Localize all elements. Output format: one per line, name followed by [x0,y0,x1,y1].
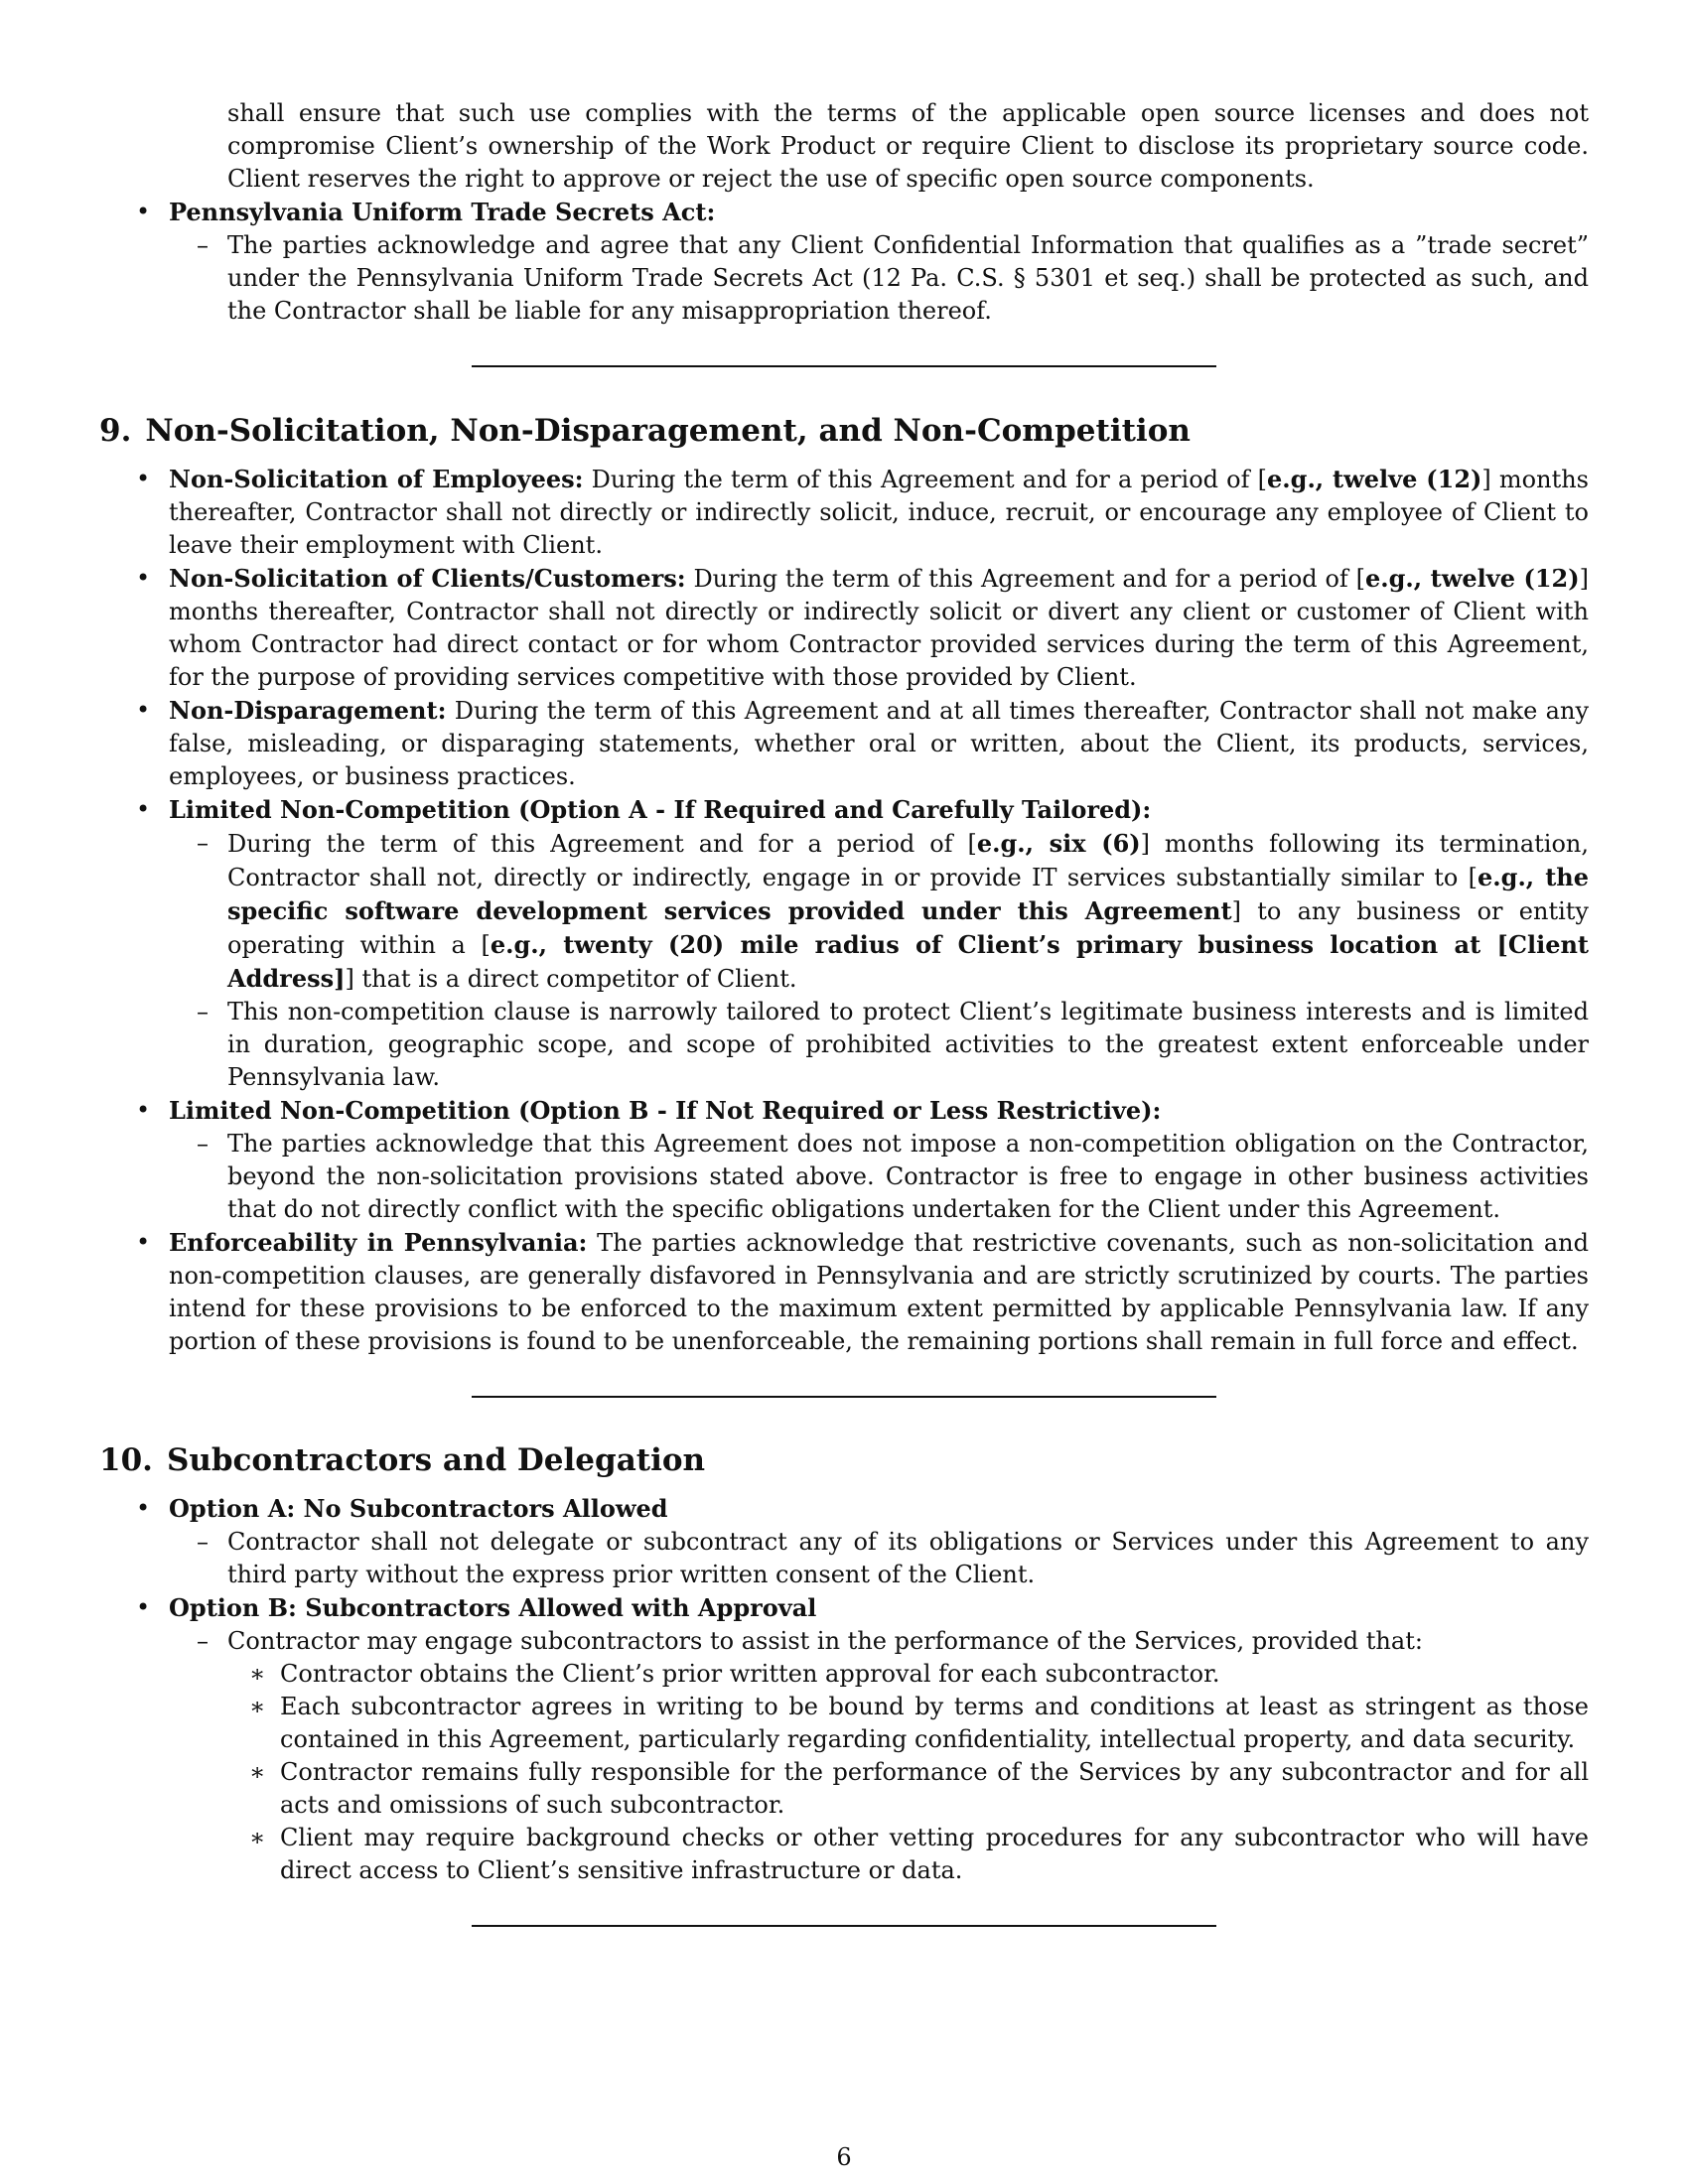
sub-list-item: – The parties acknowledge that this Agreement does not impose a non-competition obligation on the Contractor, beyond the non-solicitation provisions stated above. Contractor is free to engage in other business activities that do not directly conflict with the specific obligations undertaken for the Client under this Agreement. [169,1128,1589,1226]
list-item-option-a-non-competition: • Limited Non-Competition (Option A - If Required and Carefully Tailored): – During the term of this Agreement and for a period of [e.g., six (6)] months following its termination, Contractor shall not, directly or indirectly, engage in or provide IT services substantially similar to [e.g., the specific software development services provided under this Agreement] to any business or entity operating within a [e.g., twenty (20) mile radius of Client’s primary business location at [Client Address]] that is a direct competitor of Client. – This non-competition clause is narrowly tailored to protect Client’s legitimate business interests and is limited in duration, geographic scope, and scope of prohibited activities to the greatest extent enforceable under Pennsylvania law. [99,793,1589,1094]
intro-paragraph: shall ensure that such use complies with the terms of the applicable open source licenses and does not compromise Client’s ownership of the Work Product or require Client to disclose its proprietary source code. Client reserves the right to approve or reject the use of specific open source components. [227,99,1589,193]
sub-sub-list-item: ∗ Contractor obtains the Client’s prior written approval for each subcontractor. [227,1658,1589,1691]
section-heading-10: 10. Subcontractors and Delegation [99,1442,706,1478]
section-10-list [99,1492,1589,1887]
section-heading-9: 9. Non-Solicitation, Non-Disparagement, and Non-Competition [99,413,1191,449]
sub-sub-list-item: ∗ Contractor remains fully responsible for the performance of the Services by any subcontractor and for all acts and omissions of such subcontractor. [227,1756,1589,1822]
sub-sub-list-item: ∗ Client may require background checks or other vetting procedures for any subcontractor who will have direct access to Client’s sensitive infrastructure or data. [227,1822,1589,1887]
item-title: Pennsylvania Uniform Trade Secrets Act: [169,198,716,226]
sub-list-item: – Contractor shall not delegate or subcontract any of its obligations or Services under this Agreement to any third party without the express prior written consent of the Client. [169,1526,1589,1591]
horizontal-rule [472,1396,1216,1398]
list-item-trade-secrets [99,196,1589,328]
section-9-list [99,463,1589,1358]
list-item-option-b-subcontractors: • Option B: Subcontractors Allowed with Approval – Contractor may engage subcontractors to assist in the performance of the Services, provided that: ∗ Contractor obtains the Client’s prior written approval for each subcontractor. ∗ Each subcontractor agrees in writing to be bound by terms and conditions at least as stringent as those contained in this Agreement, particularly regarding confidentiality, intellectual property, and data security. ∗ Contractor remains fully responsible for the performance of the Services by any subcontractor and for all acts and omissions of such subcontractor. ∗ Client may require background checks or other vetting procedures for any subcontractor who will have direct access to Client’s sensitive infrastructure or data. [99,1591,1589,1887]
page-content [99,97,1589,1927]
sub-sub-list-item: ∗ Each subcontractor agrees in writing to be bound by terms and conditions at least as stringent as those contained in this Agreement, particularly regarding confidentiality, intellectual property, and data security. [227,1691,1589,1756]
sub-list-item: – During the term of this Agreement and for a period of [e.g., six (6)] months following its termination, Contractor shall not, directly or indirectly, engage in or provide IT services substantially similar to [e.g., the specific software development services provided under this Agreement] to any business or entity operating within a [e.g., twenty (20) mile radius of Client’s primary business location at [Client Address]] that is a direct competitor of Client. [169,827,1589,996]
intro-list [99,196,1589,328]
sub-list-item: – Contractor may engage subcontractors to assist in the performance of the Services, provided that: ∗ Contractor obtains the Client’s prior written approval for each subcontractor. ∗ Each subcontractor agrees in writing to be bound by terms and conditions at least as stringent as those contained in this Agreement, particularly regarding confidentiality, intellectual property, and data security. ∗ Contractor remains fully responsible for the performance of the Services by any subcontractor and for all acts and omissions of such subcontractor. ∗ Client may require background checks or other vetting procedures for any subcontractor who will have direct access to Client’s sensitive infrastructure or data. [169,1625,1589,1887]
sub-list-item: – The parties acknowledge and agree that any Client Confidential Information that qualifies as a ”trade secret” under the Pennsylvania Uniform Trade Secrets Act (12 Pa. C.S. § 5301 et seq.) shall be protected as such, and the Contractor shall be liable for any misappropriation thereof. [169,229,1589,328]
list-item-non-solicitation-clients: • Non-Solicitation of Clients/Customers: During the term of this Agreement and for a period of [e.g., twelve (12)] months thereafter, Contractor shall not directly or indirectly solicit or divert any client or customer of Client with whom Contractor had direct contact or for whom Contractor provided services during the term of this Agreement, for the purpose of providing services competitive with those provided by Client. [99,562,1589,694]
list-item-option-a-subcontractors: • Option A: No Subcontractors Allowed – Contractor shall not delegate or subcontract any of its obligations or Services under this Agreement to any third party without the express prior written consent of the Client. [99,1492,1589,1591]
page-number: 6 [836,2143,852,2171]
list-item-enforceability: • Enforceability in Pennsylvania: The parties acknowledge that restrictive covenants, such as non-solicitation and non-competition clauses, are generally disfavored in Pennsylvania and are strictly scrutinized by courts. The parties intend for these provisions to be enforced to the maximum extent permitted by applicable Pennsylvania law. If any portion of these provisions is found to be unenforceable, the remaining portions shall remain in full force and effect. [99,1226,1589,1358]
horizontal-rule [472,365,1216,367]
horizontal-rule [472,1925,1216,1927]
list-item-non-solicitation-employees: • Non-Solicitation of Employees: During the term of this Agreement and for a period of [e.g., twelve (12)] months thereafter, Contractor shall not directly or indirectly solicit, induce, recruit, or encourage any employee of Client to leave their employment with Client. [99,463,1589,562]
list-item-option-b-non-competition: • Limited Non-Competition (Option B - If Not Required or Less Restrictive): – The parties acknowledge that this Agreement does not impose a non-competition obligation on the Contractor, beyond the non-solicitation provisions stated above. Contractor is free to engage in other business activities that do not directly conflict with the specific obligations undertaken for the Client under this Agreement. [99,1094,1589,1226]
sub-list-item: – This non-competition clause is narrowly tailored to protect Client’s legitimate business interests and is limited in duration, geographic scope, and scope of prohibited activities to the greatest extent enforceable under Pennsylvania law. [169,996,1589,1094]
list-item-non-disparagement: • Non-Disparagement: During the term of this Agreement and at all times thereafter, Contractor shall not make any false, misleading, or disparaging statements, whether oral or written, about the Client, its products, services, employees, or business practices. [99,694,1589,793]
